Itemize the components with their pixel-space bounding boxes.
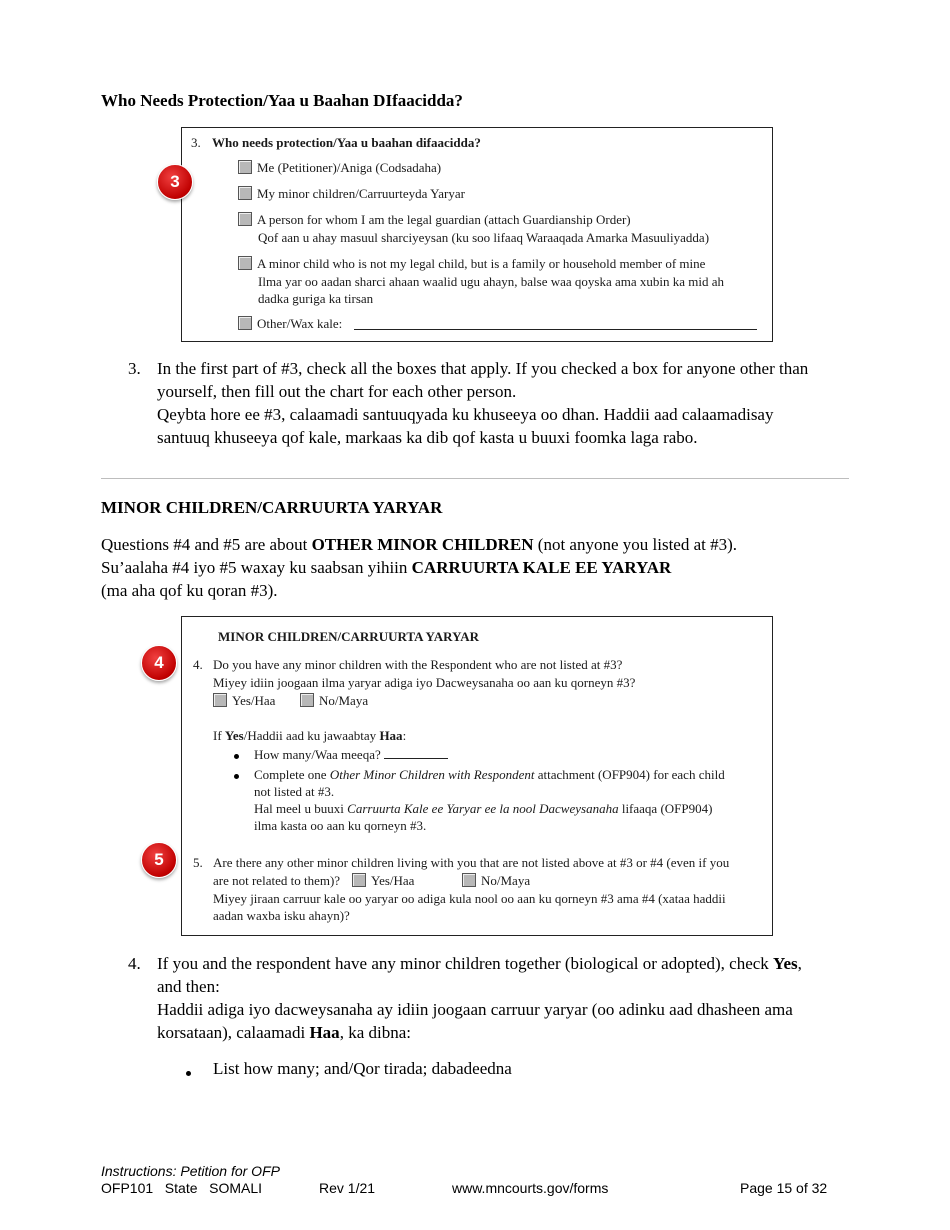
- question-5-text-somali-2: aadan waxba isku ahayn)?: [213, 908, 350, 923]
- checkbox-icon: [238, 256, 252, 270]
- form-section-title: MINOR CHILDREN/CARRUURTA YARYAR: [218, 629, 480, 644]
- instruction-3-text: In the first part of #3, check all the boxes that apply. If you checked a box for anyone other than yourself, then fill out the chart for each other person. Qeybta hore ee #3, calaamadi santuuqyada ku khuseeya oo dhan. Haddii aad calaamadisay santuuq khuseeya qof kale, markaas ka dib qof kasta u buuxi foomka laga rabo.: [157, 359, 809, 447]
- question-5-number: 5.: [193, 855, 203, 870]
- bullet-dot-icon: [186, 1064, 191, 1082]
- form-excerpt-questions-4-5: [181, 616, 773, 936]
- option-other: Other/Wax kale:: [238, 315, 342, 332]
- instruction-number: 3.: [128, 359, 141, 378]
- section-heading-who-needs-protection: Who Needs Protection/Yaa u Baahan DIfaacidda?: [101, 91, 463, 110]
- if-yes-label: If Yes/Haddii aad ku jawaabtay Haa:: [213, 728, 407, 743]
- question-number: 3.: [191, 135, 201, 150]
- other-fill-line: [354, 329, 757, 330]
- option-minor-household-child: A minor child who is not my legal child, but is a family or household member of mine: [238, 255, 705, 272]
- footer-form-id: OFP101 State SOMALI: [101, 1180, 263, 1196]
- instruction-bullet-list-how-many: List how many; and/Qor tirada; dabadeedna: [213, 1059, 512, 1078]
- bullet-dot-icon: [234, 766, 239, 783]
- how-many-fill-line: [384, 758, 448, 759]
- checkbox-icon: [462, 873, 476, 887]
- step-badge-5: 5: [141, 842, 177, 878]
- checkbox-icon: [238, 316, 252, 330]
- question-title: Who needs protection/Yaa u baahan difaacidda?: [212, 135, 481, 150]
- checkbox-icon: [238, 160, 252, 174]
- option-minor-household-child-somali-1: Ilma yar oo aadan sharci ahaan waalid ugu ahayn, balse waa qoyska ama xubin ka mid ah: [258, 274, 725, 289]
- minor-children-intro: Questions #4 and #5 are about OTHER MINOR CHILDREN (not anyone you listed at #3). Su’aalaha #4 iyo #5 waxay ku saabsan yihiin CARRUURTA KALE EE YARYAR (ma aha qof ku qoran #3).: [101, 535, 738, 600]
- option-me-petitioner: Me (Petitioner)/Aniga (Codsadaha): [238, 159, 441, 176]
- checkbox-icon: [238, 212, 252, 226]
- option-minor-household-child-somali-2: dadka guriga ka tirsan: [258, 291, 374, 306]
- footer-doc-title: Instructions: Petition for OFP: [101, 1163, 280, 1179]
- question-5-text: Are there any other minor children living with you that are not listed above at #3 or #4 (even if you: [213, 855, 730, 870]
- checkbox-icon: [213, 693, 227, 707]
- instruction-number: 4.: [128, 954, 141, 973]
- section-heading-minor-children: MINOR CHILDREN/CARRUURTA YARYAR: [101, 498, 443, 517]
- question-4-text: Do you have any minor children with the Respondent who are not listed at #3?: [213, 657, 623, 672]
- question-5-text-2: are not related to them)?: [213, 873, 341, 888]
- question-4-number: 4.: [193, 657, 203, 672]
- question-5-no-option: No/Maya: [462, 872, 530, 889]
- bullet-dot-icon: [234, 746, 239, 763]
- footer-url[interactable]: www.mncourts.gov/forms: [452, 1180, 609, 1196]
- form-excerpt-question-3: [181, 127, 773, 342]
- checkbox-icon: [352, 873, 366, 887]
- step-badge-3: 3: [157, 164, 193, 200]
- option-legal-guardian: A person for whom I am the legal guardian (attach Guardianship Order): [238, 211, 631, 228]
- step-badge-4: 4: [141, 645, 177, 681]
- option-my-minor-children: My minor children/Carruurteyda Yaryar: [238, 185, 465, 202]
- bullet-complete-attachment: Complete one Other Minor Children with Respondent attachment (OFP904) for each child not listed at #3. Hal meel u buuxi Carruurta Kale ee Yaryar ee la nool Dacweysanaha lifaaqa (OFP904) ilma kasta oo aan ku qorneyn #3.: [254, 767, 725, 833]
- question-4-text-somali: Miyey idiin joogaan ilma yaryar adiga iyo Dacweysanaha oo aan ku qorneyn #3?: [213, 675, 636, 690]
- question-5-text-somali: Miyey jiraan carruur kale oo yaryar oo adiga kula nool oo aan ku qorneyn #3 ama #4 (xataa haddii: [213, 891, 726, 906]
- section-divider: [101, 478, 849, 479]
- bullet-how-many: How many/Waa meeqa?: [254, 746, 448, 763]
- footer-page-number: Page 15 of 32: [740, 1180, 828, 1196]
- question-4-no-option: No/Maya: [300, 692, 368, 709]
- checkbox-icon: [238, 186, 252, 200]
- question-5-yes-option: Yes/Haa: [352, 872, 414, 889]
- question-4-yes-option: Yes/Haa: [213, 692, 275, 709]
- instruction-4-text: If you and the respondent have any minor children together (biological or adopted), check Yes, and then: Haddii adiga iyo dacweysanaha ay idiin joogaan carruur yaryar (oo adinku aad dhasheen ama korsataan), calaamadi Haa, ka dibna:: [157, 954, 802, 1042]
- checkbox-icon: [300, 693, 314, 707]
- option-legal-guardian-somali: Qof aan u ahay masuul sharciyeysan (ku soo lifaaq Waraaqada Amarka Masuuliyadda): [258, 230, 710, 245]
- footer-revision: Rev 1/21: [319, 1180, 376, 1196]
